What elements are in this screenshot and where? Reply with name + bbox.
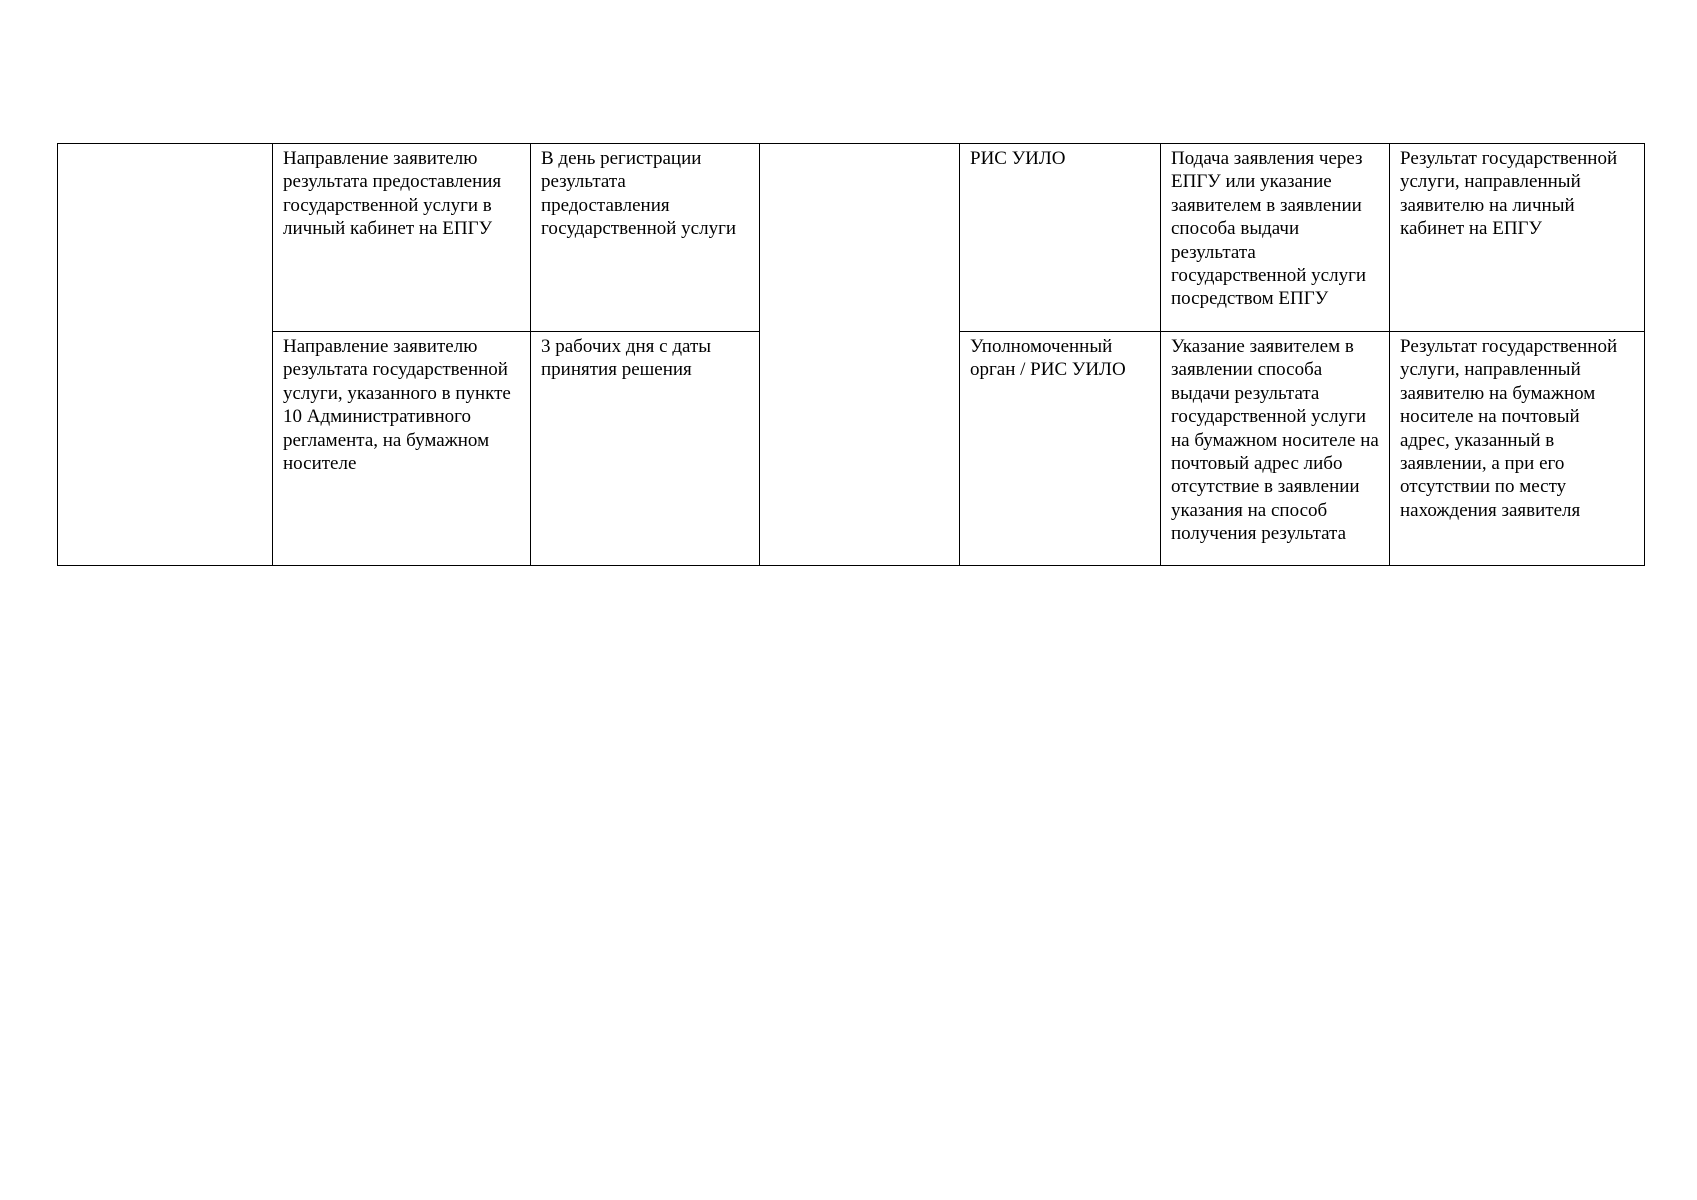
- cell-result: Результат государственной услуги, направленный заявителю на бумажном носителе на почтовый адрес, указанный в заявлении, а при его отсутствии по месту нахождения заявителя: [1390, 332, 1645, 566]
- cell-system: Уполномоченный орган / РИС УИЛО: [960, 332, 1161, 566]
- cell-criteria: Подача заявления через ЕПГУ или указание заявителем в заявлении способа выдачи результата государственной услуги посредством ЕПГУ: [1161, 144, 1390, 332]
- cell-system: РИС УИЛО: [960, 144, 1161, 332]
- cell-criteria: Указание заявителем в заявлении способа выдачи результата государственной услуги на бумажном носителе на почтовый адрес либо отсутствие в заявлении указания на способ получения результата: [1161, 332, 1390, 566]
- procedure-table: [57, 143, 1645, 566]
- table-row: [58, 144, 1645, 332]
- cell-result: Результат государственной услуги, направленный заявителю на личный кабинет на ЕПГУ: [1390, 144, 1645, 332]
- empty-cell-basis: [58, 144, 273, 566]
- cell-term: В день регистрации результата предоставления государственной услуги: [531, 144, 760, 332]
- cell-action: Направление заявителю результата государственной услуги, указанного в пункте 10 Административного регламента, на бумажном носителе: [273, 332, 531, 566]
- empty-cell-responsible: [760, 144, 960, 566]
- cell-action: Направление заявителю результата предоставления государственной услуги в личный кабинет на ЕПГУ: [273, 144, 531, 332]
- cell-term: 3 рабочих дня с даты принятия решения: [531, 332, 760, 566]
